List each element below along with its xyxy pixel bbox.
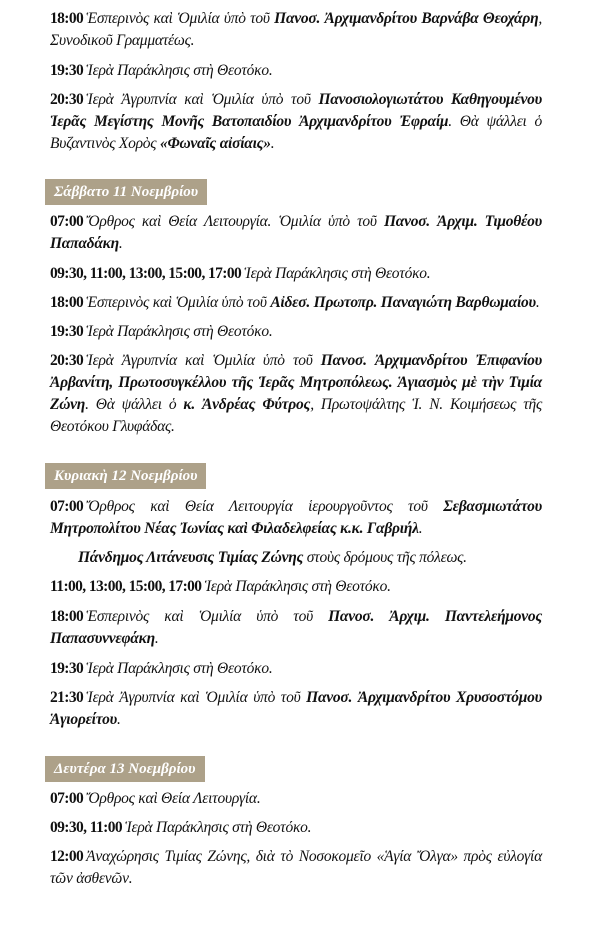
- entry-time: 18:00: [50, 10, 84, 27]
- entry-text: .: [117, 711, 121, 728]
- entry-name: Πανοσ. Ἀρχιμανδρίτου Ἐπιφανίου Ἀρβανίτη, Πρωτοσυγκέλλου τῆς Ἱερᾶς Μητροπόλεως. Ἁγιασμὸς μὲ τὴν Τιμία Ζώνη: [50, 352, 542, 413]
- entry-time: 18:00: [50, 294, 84, 311]
- entry-name: Αἰδεσ. Πρωτοπρ. Παναγιώτη Βαρθωμαίου: [270, 294, 536, 311]
- schedule-entry: [50, 350, 542, 438]
- entry-time: 11:00, 13:00, 15:00, 17:00: [50, 578, 202, 595]
- entry-time: 07:00: [50, 790, 84, 807]
- entry-text: Ἑσπερινὸς καὶ Ὁμιλία ὑπὸ τοῦ: [86, 608, 329, 625]
- schedule-entry: [50, 846, 542, 890]
- schedule-entry: [50, 496, 542, 540]
- entry-text: Ἱερὰ Ἀγρυπνία καὶ Ὁμιλία ὑπὸ τοῦ: [86, 91, 319, 108]
- schedule-entry: [50, 321, 542, 343]
- entry-time: 19:30: [50, 660, 84, 677]
- entry-text: Ἱερὰ Παράκλησις στὴ Θεοτόκο.: [86, 323, 273, 340]
- entry-text: Ἱερὰ Παράκλησις στὴ Θεοτόκο.: [86, 660, 273, 677]
- entry-text: .: [154, 630, 159, 647]
- entry-name: Πανοσιολογιωτάτου Καθηγουμένου Ἱερᾶς Μεγίστης Μονῆς Βατοπαιδίου Ἀρχιμανδρίτου Ἐφραίμ: [50, 91, 542, 130]
- entry-text: , Συνοδικοῦ Γραμματέως.: [50, 10, 542, 49]
- entry-text: Ἑσπερινὸς καὶ Ὁμιλία ὑπὸ τοῦ: [86, 294, 271, 311]
- entry-text: Ἱερὰ Παράκλησις στὴ Θεοτόκο.: [86, 62, 273, 79]
- entry-text: .: [118, 235, 123, 252]
- entry-text: Ἱερὰ Παράκλησις στὴ Θεοτόκο.: [125, 819, 312, 836]
- schedule-entry: [50, 8, 542, 52]
- schedule-entry: [50, 292, 542, 314]
- entry-time: 07:00: [50, 213, 84, 230]
- entry-time: 21:30: [50, 689, 84, 706]
- schedule-entry: [50, 60, 542, 82]
- entry-text: Ἱερὰ Παράκλησις στὴ Θεοτόκο.: [204, 578, 391, 595]
- schedule-entry: [50, 658, 542, 680]
- entry-time: 20:30: [50, 352, 84, 369]
- schedule-entry: [50, 606, 542, 650]
- entry-text: Ἑσπερινὸς καὶ Ὁμιλία ὑπὸ τοῦ: [86, 10, 275, 27]
- day-header-monday: Δευτέρα 13 Νοεμβρίου: [45, 756, 205, 782]
- schedule-entry: [50, 211, 542, 255]
- schedule-entry: [50, 687, 542, 731]
- entry-time: 18:00: [50, 608, 84, 625]
- entry-name: Πανοσ. Ἀρχιμανδρίτου Βαρνάβα Θεοχάρη: [274, 10, 539, 27]
- entry-name: Πάνδημος Λιτάνευσις Τιμίας Ζώνης: [78, 549, 304, 566]
- entry-time: 07:00: [50, 498, 84, 515]
- entry-text: Ἱερὰ Ἀγρυπνία καὶ Ὁμιλία ὑπὸ τοῦ: [86, 689, 307, 706]
- day-header-sunday: Κυριακὴ 12 Νοεμβρίου: [45, 463, 206, 489]
- schedule-entry: [50, 788, 542, 810]
- entry-text: Ὄρθρος καὶ Θεία Λειτουργία. Ὁμιλία ὑπὸ τοῦ: [86, 213, 384, 230]
- entry-text: Ἱερὰ Παράκλησις στὴ Θεοτόκο.: [244, 265, 431, 282]
- entry-text: . Θὰ ψάλλει ὁ Βυζαντινὸς Χορὸς: [50, 113, 542, 152]
- entry-text: . Θὰ ψάλλει ὁ: [85, 396, 184, 413]
- entry-text: Ὄρθρος καὶ Θεία Λειτουργία.: [86, 790, 261, 807]
- schedule-entry: [50, 89, 542, 155]
- schedule-entry-continuation: [78, 547, 542, 569]
- entry-text: .: [418, 520, 423, 537]
- entry-name: Πανοσ. Ἀρχιμανδρίτου Χρυσοστόμου Ἁγιορείτου: [50, 689, 543, 728]
- entry-text: .: [270, 135, 275, 152]
- entry-time: 19:30: [50, 62, 84, 79]
- schedule-entry: [50, 817, 542, 839]
- schedule-entry: [50, 263, 542, 285]
- entry-time: 12:00: [50, 848, 84, 865]
- entry-time: 09:30, 11:00, 13:00, 15:00, 17:00: [50, 265, 242, 282]
- entry-name: κ. Ἀνδρέας Φύτρος: [183, 396, 311, 413]
- entry-text: Ἱερὰ Ἀγρυπνία καὶ Ὁμιλία ὑπὸ τοῦ: [86, 352, 321, 369]
- day-header-saturday: Σάββατο 11 Νοεμβρίου: [45, 179, 207, 205]
- entry-time: 19:30: [50, 323, 84, 340]
- schedule-entry: [50, 576, 542, 598]
- entry-time: 20:30: [50, 91, 84, 108]
- entry-name: Σεβασμιωτάτου Μητροπολίτου Νέας Ἰωνίας καὶ Φιλαδελφείας κ.κ. Γαβριήλ: [50, 498, 542, 537]
- entry-time: 09:30, 11:00: [50, 819, 123, 836]
- entry-name: Πανοσ. Ἀρχιμ. Παντελεήμονος Παπασυννεφάκη: [50, 608, 542, 647]
- entry-text: Ἀναχώρησις Τιμίας Ζώνης, διὰ τὸ Νοσοκομεῖο «Ἁγία Ὄλγα» πρὸς εὐλογία τῶν ἀσθενῶν.: [50, 848, 542, 887]
- entry-text: , Πρωτοψάλτης Ἱ. Ν. Κοιμήσεως τῆς Θεοτόκου Γλυφάδας.: [50, 396, 542, 435]
- entry-text: στοὺς δρόμους τῆς πόλεως.: [303, 549, 467, 566]
- entry-text: Ὄρθρος καὶ Θεία Λειτουργία ἱερουργοῦντος τοῦ: [86, 498, 444, 515]
- entry-text: .: [535, 294, 540, 311]
- entry-name: Πανοσ. Ἀρχιμ. Τιμοθέου Παπαδάκη: [50, 213, 542, 252]
- entry-name: «Φωναῖς αἰσίαις»: [159, 135, 271, 152]
